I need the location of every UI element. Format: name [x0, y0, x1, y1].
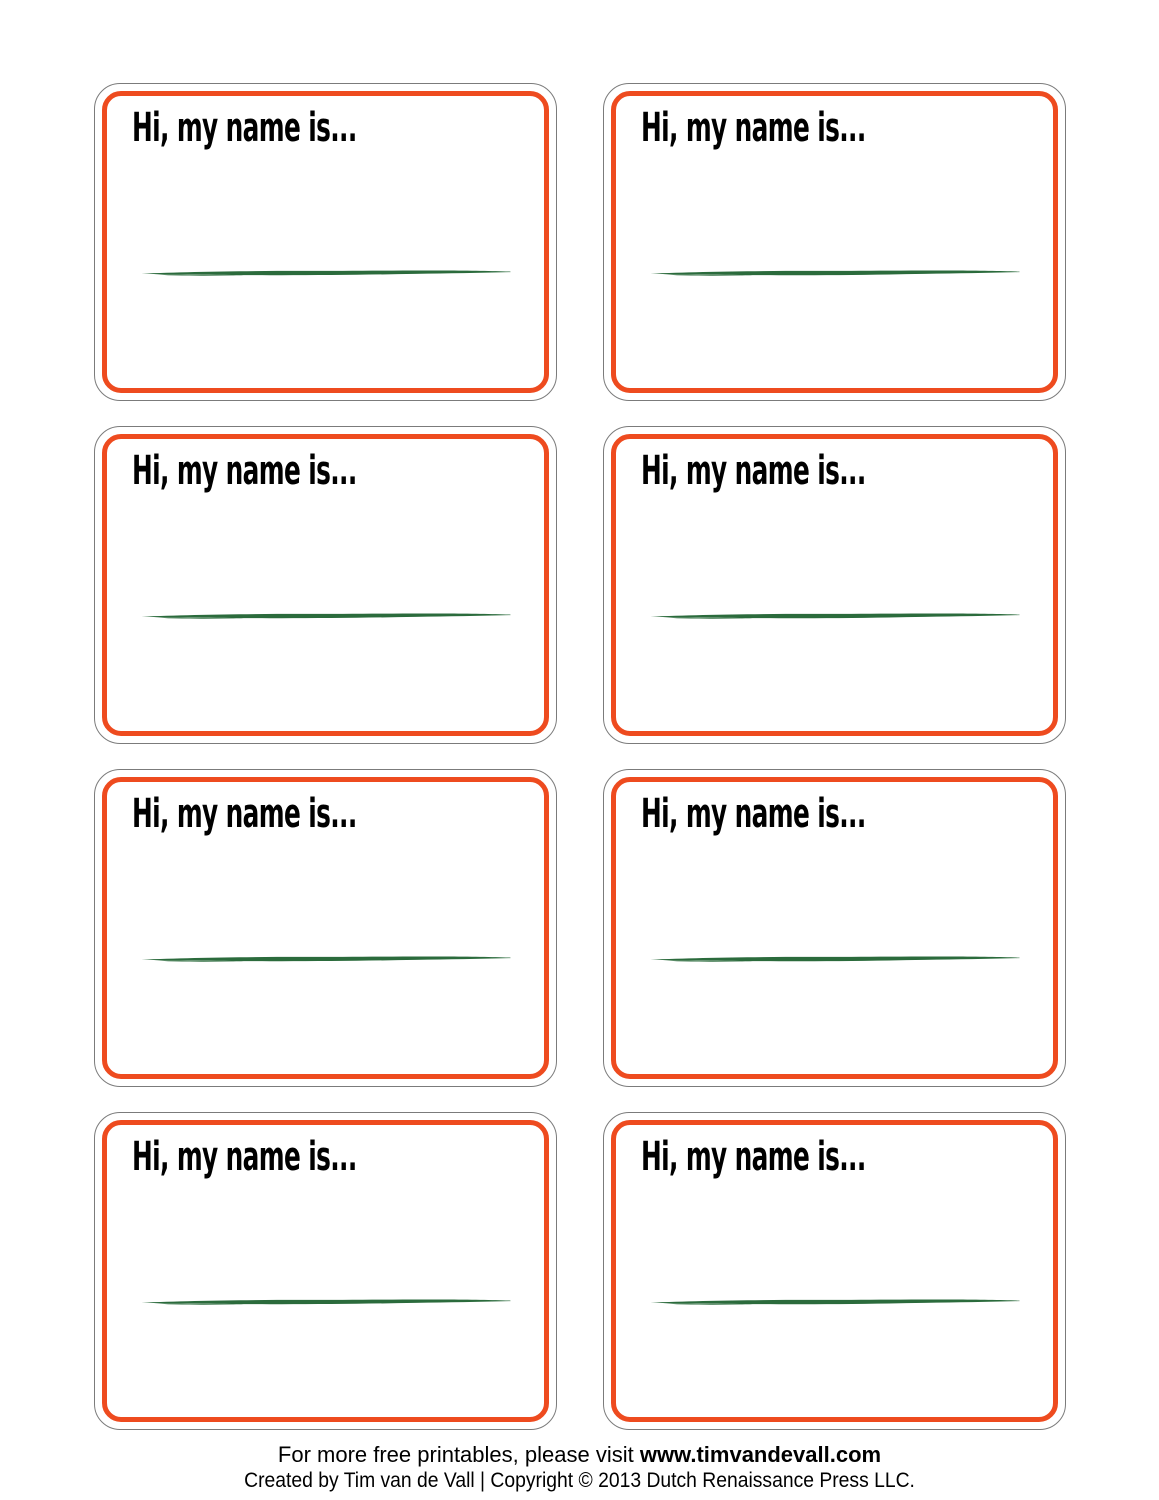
name-tag-accent-border: [611, 777, 1058, 1079]
footer-copyright: [0, 1468, 1159, 1493]
footer-copyright-text: Created by Tim van de Vall | Copyright © 2013 Dutch Renaissance Press LLC.: [244, 1469, 915, 1492]
name-tag-accent-border: [611, 434, 1058, 736]
name-tag-accent-border: [611, 1120, 1058, 1422]
name-tag-accent-border: [102, 434, 549, 736]
name-tag-accent-border: [102, 777, 549, 1079]
name-tag-greeting: Hi, my name is...: [641, 105, 866, 151]
footer-promo-prefix: For more free printables, please visit: [277, 1442, 640, 1467]
name-tag-accent-border: [102, 1120, 549, 1422]
name-line-graphic: [616, 1294, 1053, 1308]
name-tag-greeting: Hi, my name is...: [132, 1134, 357, 1180]
name-tag-badge: [603, 426, 1066, 744]
name-line-graphic: [616, 265, 1053, 279]
name-tag-badge: [603, 1112, 1066, 1430]
name-tag-greeting: Hi, my name is...: [641, 791, 866, 837]
name-line-graphic: [616, 951, 1053, 965]
name-tag-greeting: Hi, my name is...: [132, 448, 357, 494]
name-tag-badge: [94, 83, 557, 401]
name-tag-accent-border: [102, 91, 549, 393]
name-tag-greeting: Hi, my name is...: [132, 105, 357, 151]
name-line-graphic: [107, 265, 544, 279]
footer-promo-text: [0, 1442, 1159, 1468]
name-tag-badge: [603, 769, 1066, 1087]
name-line-graphic: [107, 951, 544, 965]
name-tag-greeting: Hi, my name is...: [641, 1134, 866, 1180]
name-tag-badge: [94, 1112, 557, 1430]
name-line-graphic: [107, 608, 544, 622]
name-tag-accent-border: [611, 91, 1058, 393]
name-tag-badge: [94, 426, 557, 744]
name-tag-greeting: Hi, my name is...: [132, 791, 357, 837]
footer: [0, 1442, 1159, 1493]
name-tag-grid: [94, 83, 1066, 1430]
footer-website-link[interactable]: www.timvandevall.com: [639, 1442, 882, 1467]
name-tag-badge: [603, 83, 1066, 401]
name-tag-badge: [94, 769, 557, 1087]
name-line-graphic: [616, 608, 1053, 622]
name-line-graphic: [107, 1294, 544, 1308]
name-tag-greeting: Hi, my name is...: [641, 448, 866, 494]
